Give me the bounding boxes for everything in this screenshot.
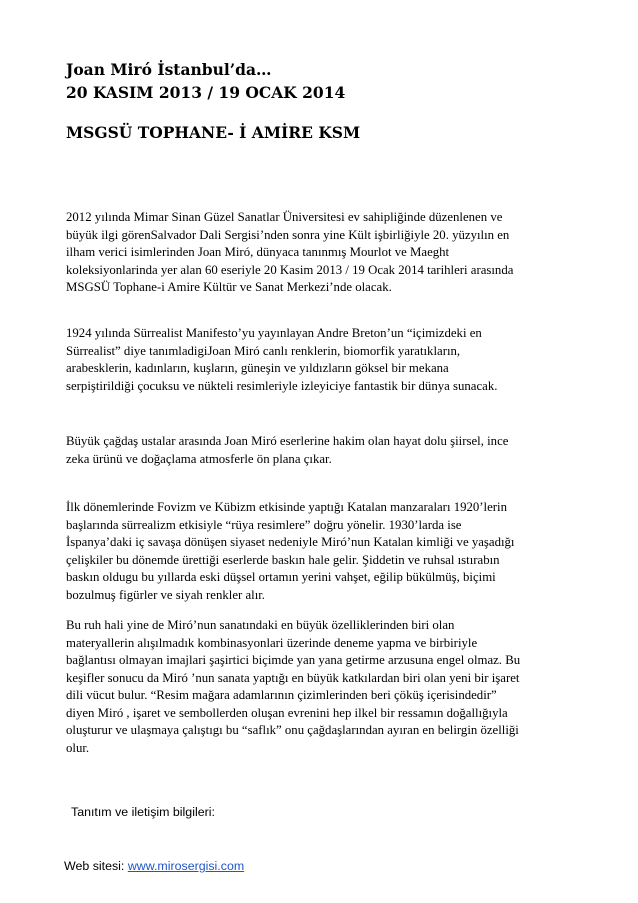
paragraph-line: serpiştirildiği çocuksu ve nükteli resimleriyle izleyiciye fantastik bir dünya sunacak. — [66, 378, 498, 393]
paragraph-line: bozulmuş figürler ve siyah renkler alır. — [66, 587, 266, 602]
paragraph-line: koleksiyonlarinda yer alan 60 eseriyle 20 Kasim 2013 / 19 Ocak 2014 tarihleri arasında — [66, 262, 514, 277]
paragraph-line: ilham verici isimlerinden Joan Miró, dünyaca tanınmış Mourlot ve Maeght — [66, 245, 450, 259]
document-title: Joan Miró İstanbul’da… — [66, 60, 272, 79]
paragraph-line: İspanya’daki iç savaşa dönüşen siyaset nedeniyle Miró’nun Katalan kimliği ve yaşadığı — [66, 535, 515, 549]
paragraph-intro — [66, 209, 546, 297]
website-label: Web sitesi: — [64, 859, 128, 873]
paragraph-line: keşifler sonucu da Miró ’nun sanata yaptığı en büyük katkılardan biri olan yeni bir işaret — [66, 670, 520, 685]
paragraph-line: 1924 yılında Sürrealist Manifesto’yu yayınlayan Andre Breton’un “içimizdeki en — [66, 326, 482, 340]
paragraph-line: diyen Miró , işaret ve sembollerden oluşan evrenini hep ilkel bir ressamın doğallığıyla — [66, 705, 508, 720]
paragraph-sign-language — [66, 617, 546, 757]
paragraph-line: dili vücut bulur. “Resim mağara adamlarının çizimlerinden beri çöküş içerisindedir” — [66, 688, 497, 702]
paragraph-line: Bu ruh hali yine de Miró’nun sanatındaki en büyük özelliklerinden biri olan — [66, 618, 455, 632]
exhibition-dates: 20 KASIM 2013 / 19 OCAK 2014 — [66, 83, 346, 102]
paragraph-surrealism — [66, 325, 546, 395]
paragraph-line: zeka ürünü ve doğaçlama atmosferle ön plana çıkar. — [66, 451, 332, 466]
paragraph-line: Büyük çağdaş ustalar arasında Joan Miró eserlerine hakim olan hayat dolu şiirsel, ince — [66, 434, 509, 448]
paragraph-line: bağlantısı olmayan imajlari şaşirtici biçimde yan yana getirme arzusuna engel olmaz. Bu — [66, 653, 521, 667]
paragraph-line: başlarında sürrealizm etkisiyle “rüya resimlere” doğru yönelir. 1930’larda ise — [66, 517, 462, 532]
paragraph-line: olur. — [66, 740, 90, 755]
paragraph-line: MSGSÜ Tophane-i Amire Kültür ve Sanat Merkezi’nde olacak. — [66, 280, 392, 294]
paragraph-line: materyallerin alışılmadık kombinasyonlari üzerinde deneme yapma ve birbiriyle — [66, 635, 478, 650]
paragraph-line: arabesklerin, kadınların, kuşların, güneşin ve yıldızların göksel bir mekana — [66, 361, 449, 375]
exhibition-venue: MSGSÜ TOPHANE- İ AMİRE KSM — [66, 123, 361, 142]
paragraph-line: İlk dönemlerinde Fovizm ve Kübizm etkisinde yaptığı Katalan manzaraları 1920’lerin — [66, 500, 507, 514]
paragraph-line: Sürrealist” diye tanımladigiJoan Miró canlı renklerin, biomorfik yaratıkların, — [66, 343, 461, 358]
paragraph-early-period — [66, 499, 546, 604]
paragraph-line: çelişkiler bu dönemde ürettiği eserlerde baskın hale gelir. Şiddetin ve ruhsal ıstırabın — [66, 552, 500, 567]
website-line — [64, 858, 244, 874]
paragraph-line: baskın oldugu bu yıllarda eski düşsel ortamın yerini vahşet, eğilip bükülmüş, biçimi — [66, 570, 496, 584]
paragraph-line: büyük ilgi görenSalvador Dali Sergisi’nden sonra yine Kült işbirliğiyle 20. yüzyılın en — [66, 227, 510, 242]
paragraph-line: oluşturur ve ulaşmaya çalıştıgı bu “saflık” onu çağdaşlarından ayıran en belirgin özelliği — [66, 723, 519, 737]
paragraph-line: 2012 yılında Mimar Sinan Güzel Sanatlar Üniversitesi ev sahipliğinde düzenlenen ve — [66, 210, 503, 224]
paragraph-masters — [66, 433, 546, 468]
website-link[interactable]: www.mirosergisi.com — [127, 859, 245, 873]
contact-heading: Tanıtım ve iletişim bilgileri: — [71, 805, 215, 819]
